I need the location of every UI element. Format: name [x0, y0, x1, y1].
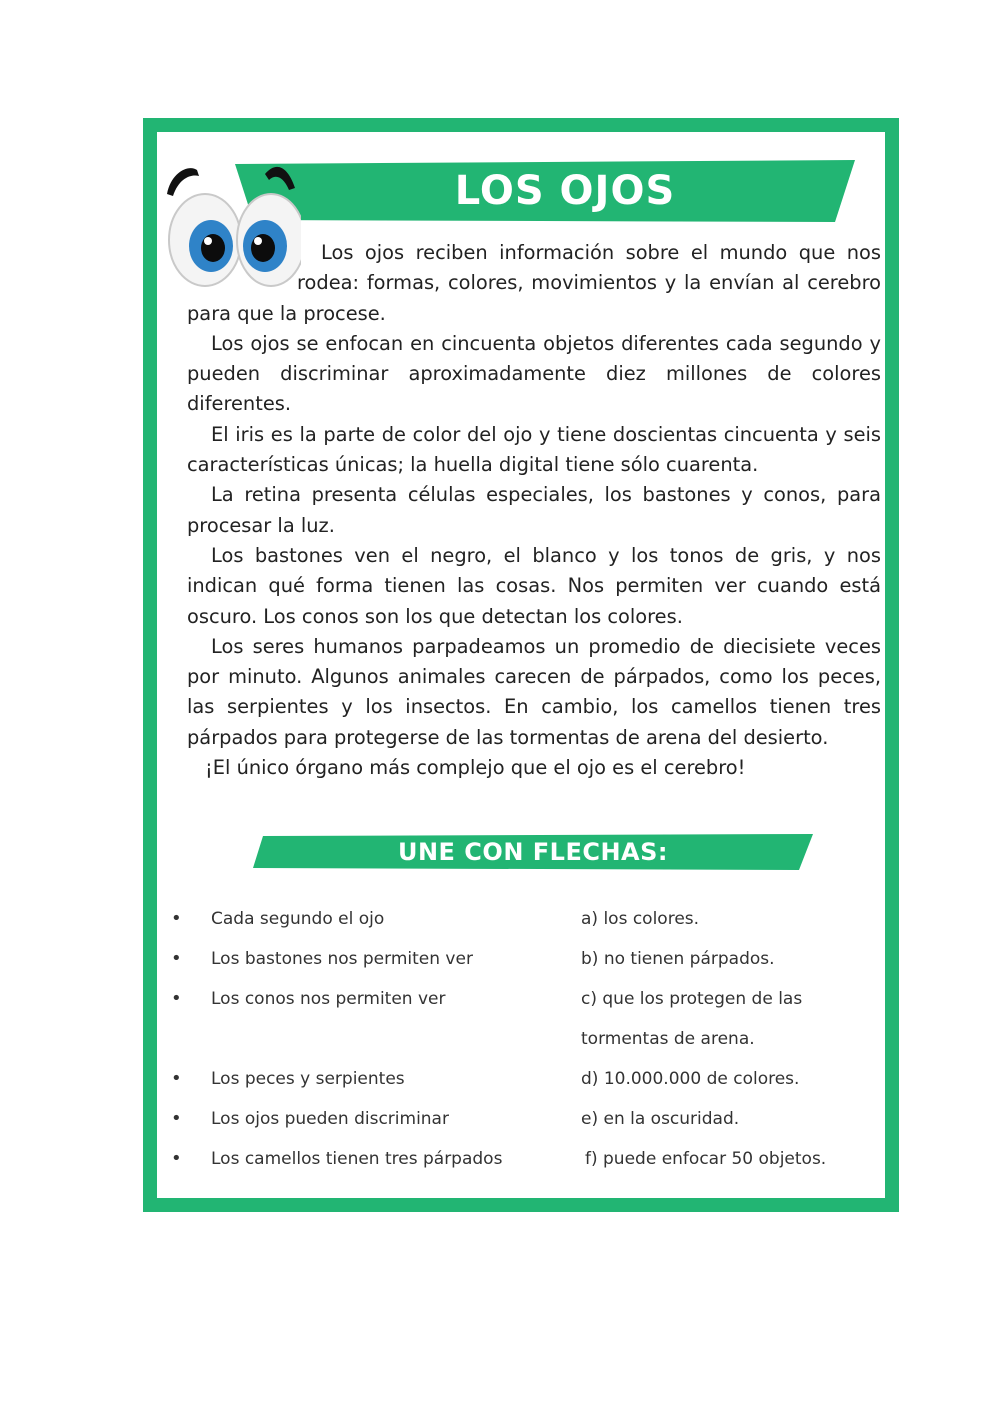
paragraph-6: Los seres humanos parpadeamos un promedio de diecisiete veces por minuto. Algunos animales carecen de párpados, como los peces, las serpientes y los insectos. En cambio, los camellos tienen tres párpados para protegerse de las tormentas de arena del desierto. — [187, 634, 881, 749]
match-row — [157, 1108, 885, 1148]
match-left-item[interactable]: Los camellos tienen tres párpados — [211, 1149, 503, 1169]
bullet: • — [171, 988, 182, 1009]
match-right-item[interactable]: b) no tienen párpados. — [581, 949, 775, 969]
match-left-item[interactable]: Los ojos pueden discriminar — [211, 1109, 449, 1129]
paragraph-4: La retina presenta células especiales, los bastones y conos, para procesar la luz. — [187, 483, 881, 537]
paragraph-2: Los ojos se enfocan en cincuenta objetos diferentes cada segundo y pueden discriminar aproximadamente diez millones de colores diferentes. — [187, 331, 881, 416]
match-right-item[interactable]: a) los colores. — [581, 909, 700, 929]
bullet: • — [171, 908, 182, 929]
bullet: • — [171, 1108, 182, 1129]
reading-text — [187, 238, 881, 783]
match-left-item[interactable]: Los peces y serpientes — [211, 1069, 405, 1089]
match-left-item[interactable]: Los bastones nos permiten ver — [211, 949, 473, 969]
match-row — [157, 908, 885, 948]
bullet: • — [171, 1068, 182, 1089]
match-left-item[interactable]: Los conos nos permiten ver — [211, 989, 446, 1009]
exercise-banner — [253, 832, 813, 872]
match-right-item[interactable]: e) en la oscuridad. — [581, 1109, 740, 1129]
bullet: • — [171, 1148, 182, 1169]
match-row — [157, 1148, 885, 1188]
exercise-title: UNE CON FLECHAS: — [397, 838, 669, 866]
match-row — [157, 948, 885, 988]
green-frame — [143, 118, 899, 1212]
match-right-item[interactable]: d) 10.000.000 de colores. — [581, 1069, 800, 1089]
paragraph-1: Los ojos reciben información sobre el mundo que nos rodea: formas, colores, movimientos y la envían al cerebro para que la procese. — [187, 241, 881, 325]
match-left-item[interactable]: Cada segundo el ojo — [211, 909, 385, 929]
bullet: • — [171, 948, 182, 969]
paragraph-7: ¡El único órgano más complejo que el ojo es el cerebro! — [205, 756, 746, 780]
match-right-item-continued[interactable]: tormentas de arena. — [581, 1029, 755, 1049]
paragraph-5: Los bastones ven el negro, el blanco y los tonos de gris, y nos indican qué forma tienen las cosas. Nos permiten ver cuando está oscuro. Los conos son los que detectan los colores. — [187, 543, 881, 628]
page-title: LOS OJOS — [454, 168, 676, 214]
title-banner — [235, 160, 855, 222]
eyes-spacer — [187, 238, 297, 296]
match-row — [157, 1068, 885, 1108]
match-right-item[interactable]: c) que los protegen de las — [581, 989, 803, 1009]
match-row — [157, 1028, 885, 1068]
match-right-item[interactable]: f) puede enfocar 50 objetos. — [585, 1149, 827, 1169]
paragraph-3: El iris es la parte de color del ojo y tiene doscientas cincuenta y seis características únicas; la huella digital tiene sólo cuarenta. — [187, 422, 881, 477]
worksheet-panel — [157, 132, 885, 1198]
match-row — [157, 988, 885, 1028]
